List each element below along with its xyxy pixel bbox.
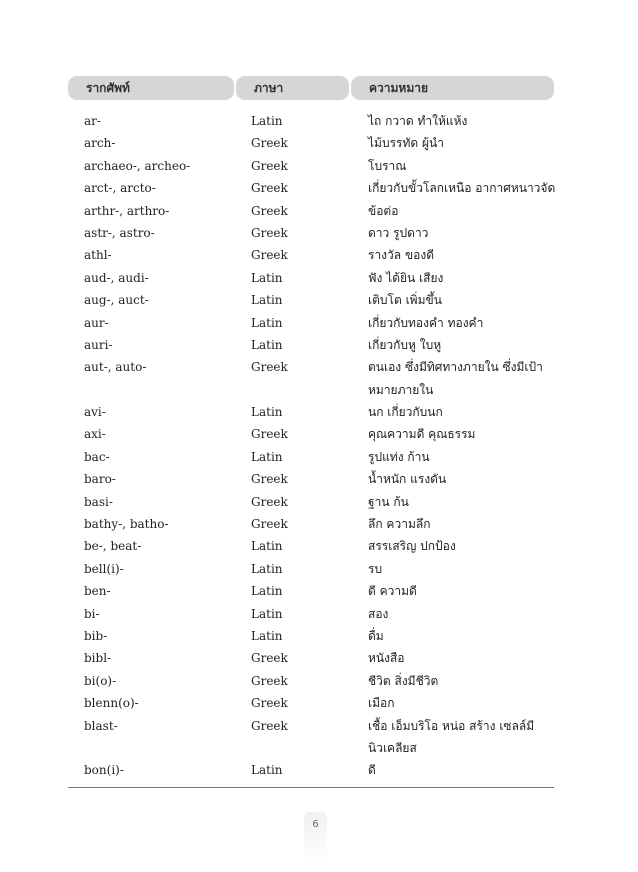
- meaning-cell: สรรเสริญ ปกป้อง: [368, 539, 456, 554]
- meaning-cell: นก เกี่ยวกับนก: [368, 405, 443, 420]
- language-cell: Latin: [251, 315, 283, 330]
- language-cell: Greek: [251, 718, 288, 733]
- language-cell: Latin: [251, 449, 283, 464]
- language-cell: Latin: [251, 561, 283, 576]
- language-cell: Greek: [251, 136, 288, 151]
- root-cell: bibl-: [84, 651, 112, 666]
- table-row: [0, 647, 638, 669]
- language-cell: Latin: [251, 584, 283, 599]
- root-cell: aur-: [84, 315, 109, 330]
- language-cell: Latin: [251, 114, 283, 128]
- meaning-cell: รบ: [368, 561, 383, 576]
- table-row: [0, 446, 638, 468]
- root-cell: bac-: [84, 449, 110, 464]
- language-cell: Greek: [251, 203, 288, 218]
- language-cell: Greek: [251, 360, 288, 375]
- root-cell: bathy-, batho-: [84, 517, 169, 532]
- meaning-cell: รางวัล ของดี: [368, 248, 435, 263]
- meaning-cell: เกี่ยวกับทองคำ ทองคำ: [368, 315, 484, 330]
- root-cell: auri-: [84, 337, 113, 352]
- table-row: [0, 401, 638, 423]
- table-row: [0, 715, 638, 760]
- table-row: [0, 625, 638, 647]
- root-cell: baro-: [84, 472, 116, 487]
- header-meaning: ความหมาย: [351, 76, 554, 100]
- table-row: [0, 132, 638, 154]
- table-row: [0, 222, 638, 244]
- language-cell: Greek: [251, 158, 288, 173]
- meaning-cell: ชีวิต สิ่งมีชีวิต: [368, 673, 439, 688]
- meaning-cell: หนังสือ: [368, 651, 405, 666]
- root-cell: bib-: [84, 629, 108, 643]
- meaning-cell: เกี่ยวกับหู ใบหู: [368, 337, 442, 352]
- root-cell: ben-: [84, 584, 111, 599]
- language-cell: Greek: [251, 427, 288, 442]
- root-cell: aud-, audi-: [84, 270, 149, 285]
- table-row: [0, 468, 638, 490]
- table-row: [0, 200, 638, 222]
- meaning-cell: เกี่ยวกับขั้วโลกเหนือ อากาศหนาวจัด: [368, 181, 556, 196]
- root-cell: arch-: [84, 136, 116, 151]
- language-cell: Greek: [251, 225, 288, 240]
- meaning-cell: ฟัง ได้ยิน เสียง: [368, 270, 444, 285]
- meaning-cell: เมือก: [368, 696, 395, 711]
- root-cell: archaeo-, archeo-: [84, 158, 191, 173]
- table-bottom-rule: [68, 787, 554, 788]
- root-cell: arct-, arcto-: [84, 181, 156, 196]
- table-row: [0, 177, 638, 199]
- root-cell: avi-: [84, 405, 106, 420]
- meaning-cell: คุณความดี คุณธรรม: [368, 427, 476, 442]
- table-row: [0, 535, 638, 557]
- meaning-cell: ดาว รูปดาว: [368, 225, 429, 240]
- meaning-cell: ตนเอง ซึ่งมีทิศทางภายใน ซึ่งมีเป้าหมายภายใน: [368, 360, 543, 397]
- meaning-cell: ไถ กวาด ทำให้แห้ง: [368, 114, 468, 128]
- root-cell: aut-, auto-: [84, 360, 147, 375]
- table-row: [0, 110, 638, 132]
- language-cell: Greek: [251, 181, 288, 196]
- meaning-cell: ฐาน ก้น: [368, 494, 409, 509]
- root-cell: athl-: [84, 248, 112, 263]
- table-row: [0, 155, 638, 177]
- table-row: [0, 356, 638, 401]
- root-cell: bon(i)-: [84, 763, 124, 778]
- header-language: ภาษา: [236, 76, 349, 100]
- meaning-cell: ไม้บรรทัด ผู้นำ: [368, 136, 444, 151]
- table-row: [0, 759, 638, 781]
- language-cell: Latin: [251, 270, 283, 285]
- root-cell: be-, beat-: [84, 539, 142, 554]
- meaning-cell: ดื่ม: [368, 629, 384, 643]
- language-cell: Latin: [251, 405, 283, 420]
- language-cell: Greek: [251, 494, 288, 509]
- page-number: 6: [304, 812, 327, 862]
- table-row: [0, 267, 638, 289]
- root-cell: blenn(o)-: [84, 696, 139, 711]
- language-cell: Greek: [251, 673, 288, 688]
- root-cell: aug-, auct-: [84, 293, 149, 308]
- language-cell: Greek: [251, 472, 288, 487]
- meaning-cell: น้ำหนัก แรงดัน: [368, 472, 447, 487]
- meaning-cell: ดี: [368, 763, 376, 778]
- meaning-cell: ดี ความดี: [368, 584, 417, 599]
- meaning-cell: เติบโต เพิ่มขึ้น: [368, 293, 442, 308]
- language-cell: Greek: [251, 248, 288, 263]
- table-body: [0, 110, 638, 782]
- root-cell: bi(o)-: [84, 673, 117, 688]
- root-cell: basi-: [84, 494, 113, 509]
- table-row: [0, 692, 638, 714]
- table-row: [0, 603, 638, 625]
- meaning-cell: ข้อต่อ: [368, 203, 399, 218]
- language-cell: Latin: [251, 606, 283, 621]
- table-row: [0, 289, 638, 311]
- root-cell: blast-: [84, 718, 118, 733]
- table-row: [0, 244, 638, 266]
- language-cell: Latin: [251, 293, 283, 308]
- meaning-cell: เชื้อ เอ็มบริโอ หน่อ สร้าง เซลล์มีนิวเคลียส: [368, 718, 535, 755]
- table-row: [0, 423, 638, 445]
- root-cell: bi-: [84, 606, 100, 621]
- root-cell: ar-: [84, 114, 101, 128]
- table-row: [0, 312, 638, 334]
- table-row: [0, 580, 638, 602]
- table-row: [0, 558, 638, 580]
- root-cell: axi-: [84, 427, 106, 442]
- language-cell: Latin: [251, 337, 283, 352]
- root-cell: astr-, astro-: [84, 225, 155, 240]
- table-row: [0, 491, 638, 513]
- table-row: [0, 513, 638, 535]
- language-cell: Latin: [251, 539, 283, 554]
- meaning-cell: รูปแท่ง ก้าน: [368, 449, 430, 464]
- language-cell: Greek: [251, 696, 288, 711]
- language-cell: Greek: [251, 517, 288, 532]
- language-cell: Latin: [251, 763, 283, 778]
- meaning-cell: สอง: [368, 606, 389, 621]
- table-row: [0, 670, 638, 692]
- table-row: [0, 334, 638, 356]
- meaning-cell: ลึก ความลึก: [368, 517, 431, 532]
- root-cell: arthr-, arthro-: [84, 203, 170, 218]
- header-root: รากศัพท์: [68, 76, 234, 100]
- language-cell: Latin: [251, 629, 283, 643]
- language-cell: Greek: [251, 651, 288, 666]
- root-cell: bell(i)-: [84, 561, 124, 576]
- meaning-cell: โบราณ: [368, 158, 407, 173]
